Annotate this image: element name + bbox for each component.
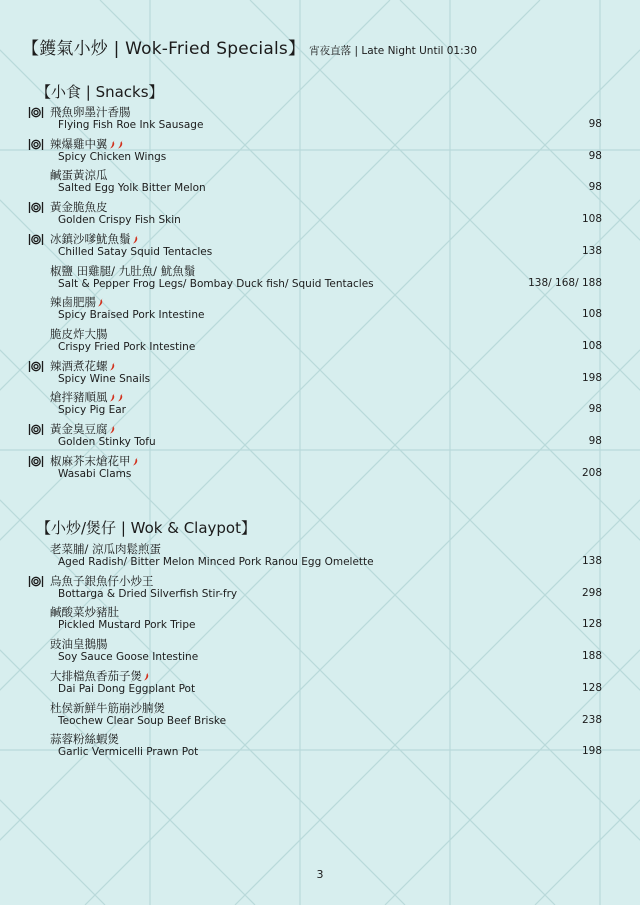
item-name-zh bbox=[50, 136, 124, 152]
chili-pepper-icon bbox=[132, 233, 139, 242]
item-price: 198 bbox=[581, 371, 602, 384]
item-name-zh-text: 熗拌豬順風 bbox=[50, 390, 108, 405]
menu-item bbox=[0, 668, 640, 700]
menu-item bbox=[0, 199, 640, 231]
item-price: 98 bbox=[588, 181, 602, 194]
item-name-en: Salt & Pepper Frog Legs/ Bombay Duck fish/ Squid Tentacles bbox=[58, 277, 374, 290]
bowl-utensils-icon bbox=[28, 104, 44, 117]
item-name-en: Golden Stinky Tofu bbox=[58, 436, 156, 448]
item-name-zh bbox=[50, 668, 150, 684]
item-price: 98 bbox=[588, 403, 602, 416]
item-name-zh bbox=[50, 731, 119, 747]
menu-item bbox=[0, 389, 640, 421]
menu-item bbox=[0, 326, 640, 358]
item-name-zh-text: 杜侯新鮮牛筋崩沙腩煲 bbox=[50, 700, 165, 715]
item-name-zh-text: 鹹酸菜炒豬肚 bbox=[50, 605, 119, 620]
item-name-en: Wasabi Clams bbox=[58, 467, 132, 480]
item-price: 138 bbox=[581, 555, 602, 567]
item-price: 98 bbox=[588, 118, 602, 130]
chili-pepper-icon bbox=[132, 455, 139, 464]
item-name-zh-text: 蒜蓉粉絲蝦煲 bbox=[50, 732, 119, 747]
menu-item bbox=[0, 573, 640, 605]
item-price: 108 bbox=[581, 339, 602, 352]
item-name-zh bbox=[50, 421, 116, 437]
menu-item bbox=[0, 167, 640, 199]
item-name-en: Soy Sauce Goose Intestine bbox=[58, 651, 199, 664]
item-price: 138 bbox=[581, 244, 602, 257]
bowl-utensils-icon bbox=[28, 231, 44, 244]
item-price: 198 bbox=[581, 745, 602, 758]
item-name-en: Crispy Fried Pork Intestine bbox=[58, 340, 196, 353]
item-name-zh-text: 辣爆雞中翼 bbox=[50, 136, 108, 151]
item-name-zh-text: 烏魚子銀魚仔小炒王 bbox=[50, 573, 154, 588]
item-name-en: Chilled Satay Squid Tentacles bbox=[58, 245, 213, 258]
page-subtitle: 宵夜直落 | Late Night Until 01:30 bbox=[309, 45, 478, 57]
menu-item bbox=[0, 294, 640, 326]
item-name-en: Garlic Vermicelli Prawn Pot bbox=[58, 746, 199, 759]
menu-item bbox=[0, 104, 640, 136]
menu-item bbox=[0, 136, 640, 168]
item-name-zh bbox=[50, 453, 139, 469]
item-price: 98 bbox=[588, 149, 602, 162]
item-name-zh-text: 脆皮炸大腸 bbox=[50, 326, 108, 341]
item-name-en: Dai Pai Dong Eggplant Pot bbox=[58, 682, 196, 695]
item-price: 208 bbox=[581, 466, 602, 479]
item-name-zh bbox=[50, 104, 131, 120]
item-price: 238 bbox=[581, 713, 602, 726]
bowl-utensils-icon bbox=[28, 421, 44, 434]
item-name-zh-text: 冰鎮沙嗲魷魚鬚 bbox=[50, 231, 131, 246]
item-name-zh-text: 鹹蛋黃涼瓜 bbox=[50, 168, 108, 183]
item-name-zh bbox=[50, 700, 165, 716]
section-title-wok-claypot: 【小炒/煲仔 | Wok & Claypot】 bbox=[36, 519, 256, 537]
item-name-zh bbox=[50, 541, 161, 557]
bowl-utensils-icon bbox=[28, 136, 44, 149]
chili-pepper-icon bbox=[109, 391, 116, 400]
item-name-en: Golden Crispy Fish Skin bbox=[58, 214, 181, 227]
bowl-utensils-icon bbox=[28, 573, 44, 586]
item-name-zh-text: 豉油皇鵝腸 bbox=[50, 637, 108, 652]
item-name-en: Teochew Clear Soup Beef Briske bbox=[58, 714, 227, 727]
item-name-zh bbox=[50, 389, 124, 405]
item-name-zh bbox=[50, 358, 116, 374]
item-name-en: Spicy Chicken Wings bbox=[58, 150, 167, 163]
menu-item bbox=[0, 731, 640, 763]
item-name-en: Pickled Mustard Pork Tripe bbox=[58, 619, 196, 632]
item-price: 128 bbox=[581, 681, 602, 694]
item-name-zh bbox=[50, 573, 154, 589]
section-title-snacks: 【小食 | Snacks】 bbox=[36, 83, 164, 101]
item-name-zh-text: 大排檔魚香茄子煲 bbox=[50, 668, 142, 683]
chili-pepper-icon bbox=[143, 670, 150, 679]
menu-item bbox=[0, 358, 640, 390]
item-name-zh bbox=[50, 199, 108, 215]
item-name-en: Spicy Wine Snails bbox=[58, 372, 151, 385]
item-price: 188 bbox=[581, 650, 602, 663]
item-name-zh-text: 老菜脯/ 涼瓜肉鬆煎蛋 bbox=[50, 542, 162, 556]
item-price: 128 bbox=[581, 618, 602, 631]
item-price: 108 bbox=[581, 213, 602, 226]
chili-pepper-icon bbox=[117, 391, 124, 400]
item-price: 138/ 168/ 188 bbox=[528, 276, 602, 289]
item-name-zh-text: 黃金脆魚皮 bbox=[50, 200, 108, 215]
chili-pepper-icon bbox=[117, 138, 124, 147]
bowl-utensils-icon bbox=[28, 358, 44, 371]
menu-item bbox=[0, 263, 640, 295]
bowl-utensils-icon bbox=[28, 453, 44, 466]
menu-header bbox=[22, 34, 477, 59]
item-name-zh-text: 椒麻芥末熗花甲 bbox=[50, 453, 131, 468]
page-number: 3 bbox=[316, 868, 324, 881]
item-name-en: Salted Egg Yolk Bitter Melon bbox=[58, 182, 206, 195]
menu-item bbox=[0, 453, 640, 485]
menu-item bbox=[0, 604, 640, 636]
item-name-zh bbox=[50, 326, 108, 342]
item-name-en: Bottarga & Dried Silverfish Stir-fry bbox=[58, 587, 238, 600]
item-name-zh bbox=[50, 604, 119, 620]
item-name-zh-text: 辣酒煮花螺 bbox=[50, 358, 108, 373]
item-name-zh bbox=[50, 167, 108, 183]
menu-item bbox=[0, 541, 640, 573]
page-title: 【鑊氣小炒 | Wok-Fried Specials】 bbox=[22, 39, 306, 59]
item-name-zh bbox=[50, 294, 104, 310]
item-name-zh-text: 辣鹵肥腸 bbox=[50, 295, 96, 310]
item-name-zh-text: 椒鹽 田雞腿/ 九肚魚/ 魷魚鬚 bbox=[50, 263, 196, 278]
item-name-zh bbox=[50, 636, 108, 652]
chili-pepper-icon bbox=[109, 360, 116, 369]
menu-item bbox=[0, 636, 640, 668]
item-name-zh bbox=[50, 231, 139, 247]
chili-pepper-icon bbox=[109, 423, 116, 432]
item-price: 298 bbox=[581, 586, 602, 599]
item-name-en: Flying Fish Roe Ink Sausage bbox=[58, 119, 204, 131]
item-name-en: Spicy Pig Ear bbox=[58, 404, 126, 417]
menu-item bbox=[0, 700, 640, 732]
item-name-zh-text: 飛魚卵墨汁香腸 bbox=[50, 105, 131, 119]
chili-pepper-icon bbox=[97, 296, 104, 305]
item-price: 98 bbox=[588, 435, 602, 447]
item-name-en: Spicy Braised Pork Intestine bbox=[58, 309, 205, 322]
item-price: 108 bbox=[581, 308, 602, 321]
menu-item bbox=[0, 421, 640, 453]
bowl-utensils-icon bbox=[28, 199, 44, 212]
item-name-en: Aged Radish/ Bitter Melon Minced Pork Ranou Egg Omelette bbox=[58, 556, 374, 568]
item-name-zh-text: 黃金臭豆腐 bbox=[50, 422, 108, 436]
menu-item bbox=[0, 231, 640, 263]
chili-pepper-icon bbox=[109, 138, 116, 147]
item-name-zh bbox=[50, 263, 195, 279]
